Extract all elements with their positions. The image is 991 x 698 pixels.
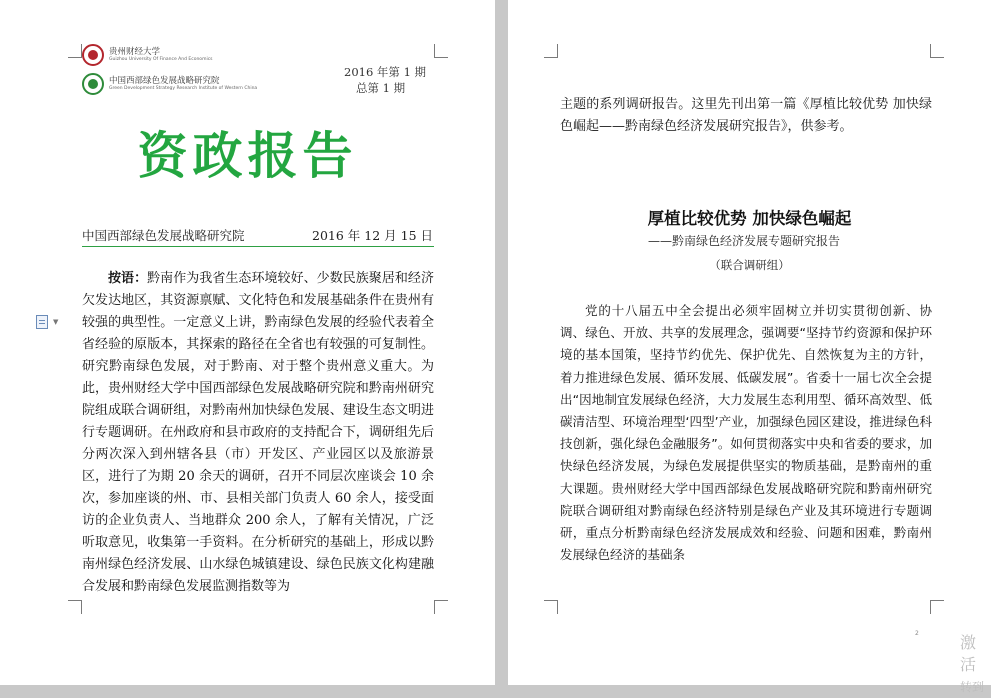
- crop-mark-bottom-right: [930, 600, 944, 614]
- watermark-line-2: 转到: [960, 680, 985, 694]
- document-outline-icon[interactable]: [36, 315, 48, 329]
- institute-name-en: Green Development Strategy Research Institute of Western China: [109, 86, 258, 91]
- editor-note-paragraph: [82, 268, 434, 598]
- intro-paragraph: 主题的系列调研报告。这里先刊出第一篇《厚植比较优势 加快绿色崛起——黔南绿色经济发展研究报告》，供参考。: [560, 97, 932, 134]
- activation-watermark: [960, 632, 991, 698]
- crop-mark-bottom-right: [434, 600, 448, 614]
- report-title: 资政报告: [137, 126, 358, 185]
- publish-date: 2016 年 12 月 15 日: [312, 228, 433, 243]
- crop-mark-bottom-left: [68, 600, 82, 614]
- article-body-paragraph: 党的十八届五中全会提出必须牢固树立并切实贯彻创新、协调、绿色、开放、共享的发展理念，强调要“坚持节约资源和保护环境的基本国策，坚持节约优先、保护优先、自然恢复为主的方针，着力推进绿色发展、循环发展、低碳发展”。省委十一届七次全会提出“因地制宜发展绿色经济，大力发展生态利用型、循环高效型、低碳清洁型、环境治理型‘四型’产业，加强绿色园区建设，推进绿色科技创新，强化绿色金融服务”。如何贯彻落实中央和省委的要求，加快绿色经济发展，为绿色发展提供坚实的物质基础，是黔南州的重大课题。贵州财经大学中国西部绿色发展战略研究院和黔南州研究院联合调研组对黔南绿色经济特别是绿色产业及其环境进行专题调研，重点分析黔南绿色经济发展成效和经验、问题和困难，黔南州发展绿色经济的基础条: [560, 303, 932, 563]
- document-page-2: [508, 0, 991, 685]
- document-page-1: [0, 0, 495, 685]
- chevron-down-icon[interactable]: ▼: [53, 318, 59, 326]
- article-subtitle: ——黔南绿色经济发展专题研究报告: [648, 234, 841, 248]
- editor-note-label: 按语：: [108, 271, 148, 286]
- crop-mark-top-right: [434, 44, 448, 58]
- crop-mark-bottom-left: [544, 600, 558, 614]
- institute-name-cn: 中国西部绿色发展战略研究院: [109, 75, 220, 86]
- page-number: 2: [915, 630, 919, 637]
- issue-number: 2016 年第 1 期: [344, 65, 427, 79]
- university-emblem-icon: [82, 44, 104, 66]
- header-divider: [82, 246, 434, 247]
- total-issue-number: 总第 1 期: [356, 81, 406, 95]
- editor-note-text: 黔南作为我省生态环境较好、少数民族聚居和经济欠发达地区，其资源禀赋、文化特色和发展基础条件在贵州有较强的典型性。一定意义上讲，黔南绿色发展的经验代表着全省经验的原版本，其探索的路径在全省也有较强的可复制性。研究黔南绿色发展，对于黔南、对于整个贵州意义重大。为此，贵州财经大学中国西部绿色发展战略研究院和黔南州研究院组成联合调研组，对黔南州加快绿色发展、建设生态文明进行专题调研。在州政府和县市政府的支持配合下，调研组先后分两次深入到州辖各县（市）开发区、产业园区以及旅游景区，进行了为期 20 余天的调研，召开不同层次座谈会 10 余次，参加座谈的州、市、县相关部门负责人 60 余人，接受面访的企业负责人、当地群众 200 余人，了解有关情况，广泛听取意见，收集第一手资料。在分析研究的基础上，形成以黔南州绿色经济发展、山水绿色城镇建设、绿色民族文化构建融合发展和黔南绿色发展监测指数等为: [82, 271, 434, 594]
- crop-mark-top-left: [68, 44, 82, 58]
- watermark-line-1: 激活: [960, 633, 977, 674]
- university-name-en: Guizhou University Of Finance And Economics: [109, 57, 213, 62]
- crop-mark-top-right: [930, 44, 944, 58]
- university-name-cn: 贵州财经大学: [109, 46, 161, 57]
- crop-mark-top-left: [544, 44, 558, 58]
- article-author: （联合调研组）: [709, 258, 790, 272]
- publisher-org: 中国西部绿色发展战略研究院: [82, 228, 245, 243]
- university-logo: [82, 44, 213, 66]
- institute-emblem-icon: [82, 73, 104, 95]
- article-title: 厚植比较优势 加快绿色崛起: [647, 209, 852, 228]
- institute-logo: [82, 73, 257, 95]
